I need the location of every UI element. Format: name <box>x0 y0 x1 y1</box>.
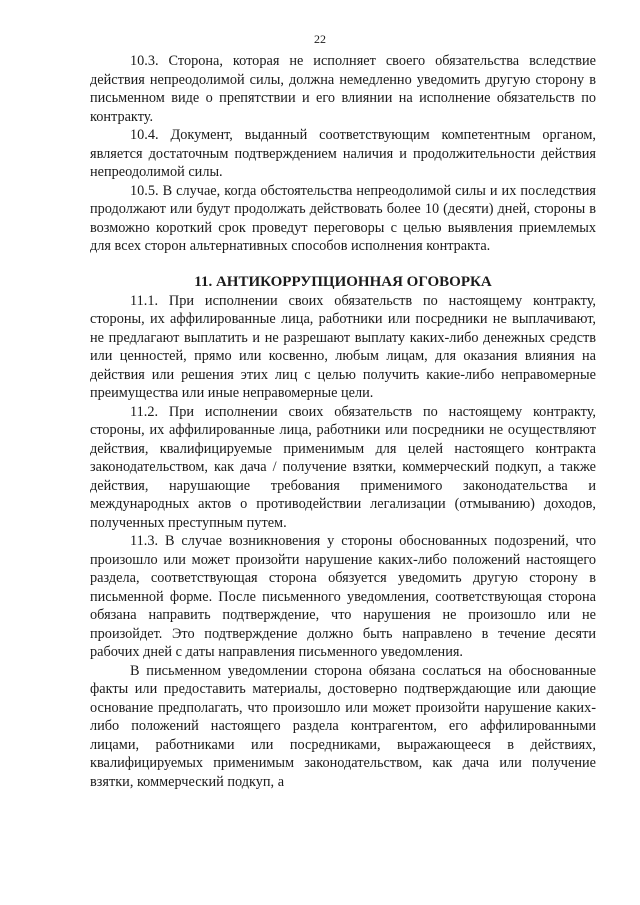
paragraph-11-2: 11.2. При исполнении своих обязательств по настоящему контракту, стороны, их аффилированные лица, работники или посредники не осуществляют действия, квалифицируемые применимым для целей настоящего контракта законодательством, как дача / получение взятки, коммерческий подкуп, а также действия, нарушающие требования применимого законодательства и международных актов о противодействии легализации (отмыванию) доходов, полученных преступным путем. <box>90 403 596 531</box>
paragraph-11-3: 11.3. В случае возникновения у стороны обоснованных подозрений, что произошло или может произойти нарушение каких-либо положений настоящего раздела, соответствующая сторона обязуется уведомить другую сторону в письменной форме. После письменного уведомления, соответствующая сторона обязана направить подтверждение, что нарушения не произошло или не произойдет. Это подтверждение должно быть направлено в течение десяти рабочих дней с даты направления письменного уведомления. <box>90 533 596 660</box>
paragraph-10-3: 10.3. Сторона, которая не исполняет своего обязательства вследствие действия непреодолимой силы, должна немедленно уведомить другую сторону в письменном виде о препятствии и его влиянии на исполнение обязательств по контракту. <box>90 53 596 125</box>
paragraph-notice-requirements: В письменном уведомлении сторона обязана сослаться на обоснованные факты или предоставить материалы, достоверно подтверждающие или дающие основание предполагать, что произошло или может произойти нарушение каких-либо положений настоящего раздела контрагентом, его аффилированными лицами, работниками или посредниками, выражающееся в действиях, квалифицируемых применимым законодательством, как дача или получение взятки, коммерческий подкуп, а <box>90 662 596 790</box>
section-heading: 11. АНТИКОРРУПЦИОННАЯ ОГОВОРКА <box>194 273 492 290</box>
paragraph-11-1: 11.1. При исполнении своих обязательств по настоящему контракту, стороны, их аффилированные лица, работники или посредники не выплачивают, не предлагают выплатить и не разрешают выплату каких-либо денежных средств или ценностей, прямо или косвенно, любым лицам, для оказания влияния на действия или решения этих лиц с целью получить какие-либо неправомерные преимущества или иные неправомерные цели. <box>90 292 596 401</box>
page-number: 22 <box>314 32 326 46</box>
page-body <box>90 52 596 791</box>
paragraph-10-4: 10.4. Документ, выданный соответствующим компетентным органом, является достаточным подтверждением наличия и продолжительности действия непреодолимой силы. <box>90 127 596 180</box>
paragraph-10-5: 10.5. В случае, когда обстоятельства непреодолимой силы и их последствия продолжают или будут продолжать действовать более 10 (десяти) дней, стороны в возможно короткий срок проведут переговоры с целью выявления приемлемых для всех сторон альтернативных способов исполнения контракта. <box>90 182 596 254</box>
